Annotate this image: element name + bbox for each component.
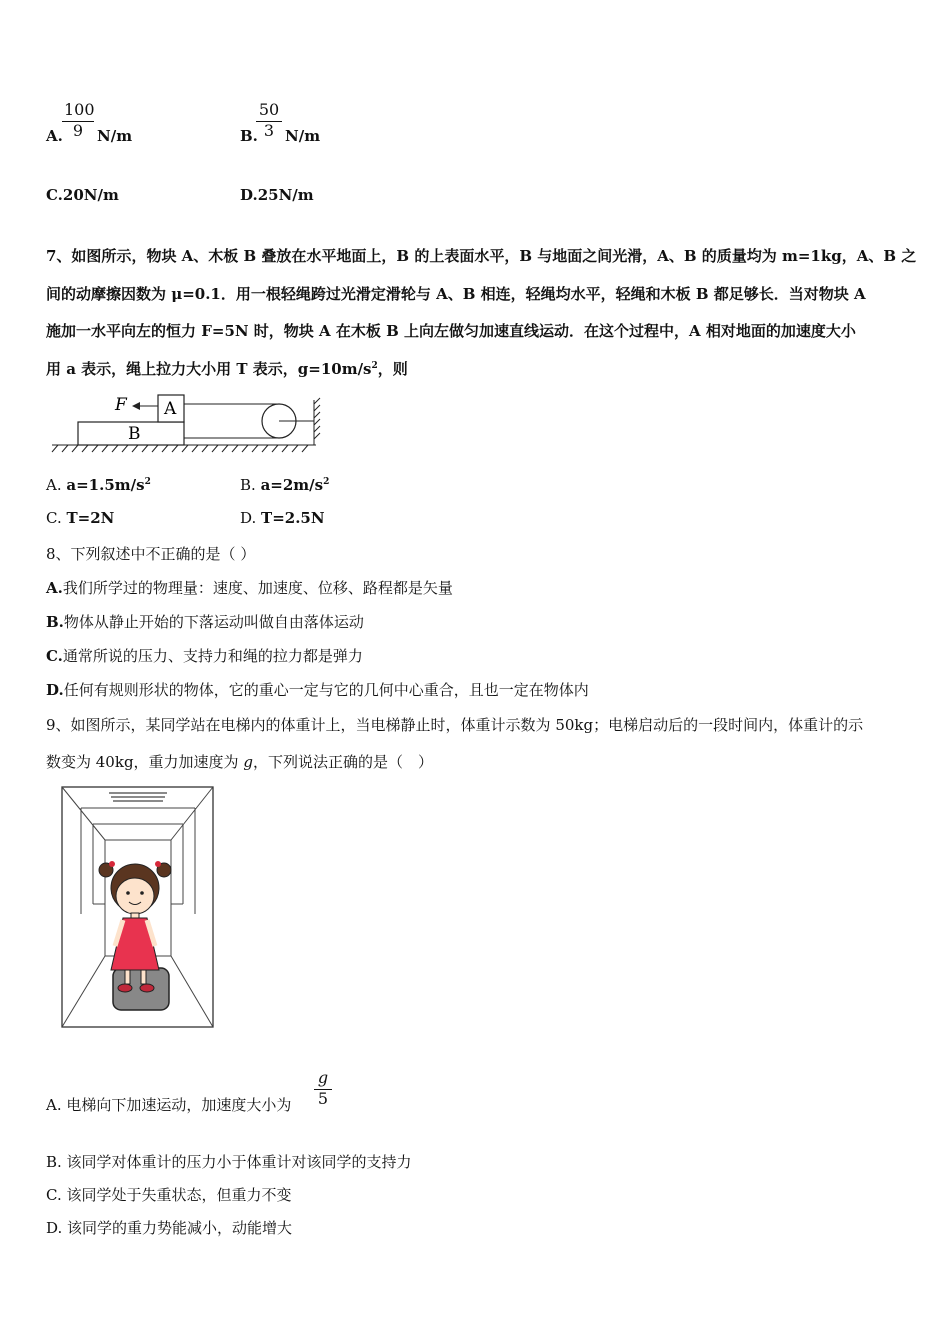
q6-option-a-unit: N/m: [97, 127, 133, 145]
q6-option-b-label: B.: [240, 127, 258, 145]
board-b-label: B: [128, 424, 141, 444]
option-text: a=2m/s: [260, 476, 324, 494]
q6-option-d[interactable]: D.25N/m: [240, 186, 314, 204]
q7-stem-line-2: 间的动摩擦因数为 μ=0.1．用一根轻绳跨过光滑定滑轮与 A、B 相连，轻绳均水平，轻绳和木板 B 都足够长．当对物块 A: [46, 285, 866, 303]
q7-option-b[interactable]: [240, 476, 329, 494]
q7-stem-line-4: [46, 358, 408, 379]
q6-option-b-unit: N/m: [285, 127, 321, 145]
q9-stem-line-1: 9、如图所示，某同学站在电梯内的体重计上，当电梯静止时，体重计示数为 50kg；电梯启动后的一段时间内，体重计的示: [46, 716, 864, 734]
option-text: T=2.5N: [261, 509, 325, 527]
q6-option-a-label: A.: [46, 127, 63, 145]
fraction-denominator: 9: [72, 121, 84, 140]
q6-option-b-fraction: [256, 101, 282, 140]
q9-option-a-fraction: [314, 1069, 332, 1108]
q9-elevator-figure: [61, 786, 215, 1029]
superscript: 2: [371, 361, 378, 371]
fraction-numerator: 50: [258, 100, 280, 119]
option-text: T=2N: [66, 509, 115, 527]
q7-option-d[interactable]: [240, 509, 325, 527]
q9-option-c[interactable]: C. 该同学处于失重状态，但重力不变: [46, 1186, 292, 1204]
gravity-symbol: g: [243, 753, 253, 771]
option-text: A. 电梯向下加速运动，加速度大小为: [46, 1096, 292, 1114]
q7-stem-line-4-end: ，则: [377, 360, 408, 378]
option-label: D.: [46, 681, 64, 699]
q7-stem-line-1: 7、如图所示，物块 A、木板 B 叠放在水平地面上，B 的上表面水平，B 与地面之间光滑，A、B 的质量均为 m=1kg，A、B 之: [46, 247, 917, 265]
q6-option-a[interactable]: [46, 127, 63, 145]
q7-stem-line-3: 施加一水平向左的恒力 F=5N 时，物块 A 在木板 B 上向左做匀加速直线运动．在这个过程中，A 相对地面的加速度大小: [46, 322, 856, 340]
q8-option-d[interactable]: [46, 679, 589, 700]
q7-block-pulley-figure: [48, 390, 324, 456]
option-label: D.: [240, 509, 257, 527]
fraction-numerator: 100: [64, 100, 95, 119]
fraction-denominator: 5: [317, 1089, 329, 1108]
q8-stem: 8、下列叙述中不正确的是（ ）: [46, 545, 256, 563]
option-label: C.: [46, 509, 62, 527]
fraction-denominator: 3: [263, 121, 275, 140]
option-label: A.: [46, 476, 62, 494]
option-label: C.: [46, 647, 63, 665]
q6-option-a-fraction: [62, 101, 94, 140]
option-text: 任何有规则形状的物体，它的重心一定与它的几何中心重合，且也一定在物体内: [63, 681, 589, 699]
q9-option-a[interactable]: [46, 1094, 291, 1115]
option-label: B.: [46, 613, 64, 631]
option-text: 物体从静止开始的下落运动叫做自由落体运动: [63, 613, 364, 631]
q7-stem-line-4-text: 用 a 表示，绳上拉力大小用 T 表示，g=10m/s: [46, 360, 372, 378]
fraction-numerator: g: [317, 1068, 329, 1087]
q8-option-b[interactable]: [46, 611, 364, 632]
force-label: F: [115, 395, 127, 415]
q8-option-c[interactable]: [46, 645, 363, 666]
superscript: 2: [323, 477, 330, 487]
option-label: B.: [240, 476, 256, 494]
q7-option-a[interactable]: [46, 476, 151, 494]
option-text: 通常所说的压力、支持力和绳的拉力都是弹力: [62, 647, 363, 665]
option-text: 我们所学过的物理量：速度、加速度、位移、路程都是矢量: [62, 579, 453, 597]
ground-hatching: [52, 445, 316, 452]
q9-option-d[interactable]: D. 该同学的重力势能减小，动能增大: [46, 1219, 293, 1237]
q9-stem-line-2-text: 数变为 40kg，重力加速度为: [46, 753, 244, 771]
q8-option-a[interactable]: [46, 577, 453, 598]
q6-option-c[interactable]: C.20N/m: [46, 186, 119, 204]
option-label: A.: [46, 579, 63, 597]
wall: [314, 398, 320, 445]
option-text: a=1.5m/s: [66, 476, 145, 494]
q9-option-b[interactable]: B. 该同学对体重计的压力小于体重计对该同学的支持力: [46, 1153, 412, 1171]
block-a-label: A: [164, 399, 177, 419]
q9-stem-line-2-end: ，下列说法正确的是（ ）: [252, 753, 433, 771]
superscript: 2: [144, 477, 151, 487]
q7-option-c[interactable]: [46, 509, 114, 527]
q9-stem-line-2: [46, 751, 433, 772]
